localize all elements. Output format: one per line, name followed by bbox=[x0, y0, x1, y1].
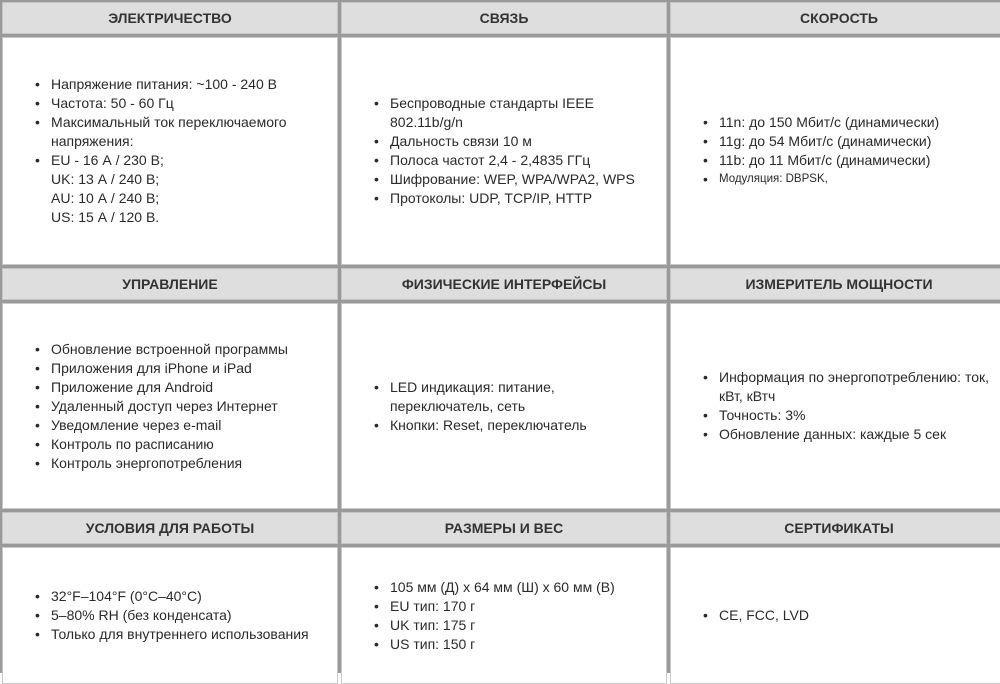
list-item: • Беспроводные стандарты IEEE 802.11b/g/n bbox=[374, 94, 658, 132]
list-item: • Максимальный ток переключаемого напряжения: bbox=[35, 113, 329, 151]
header-management: УПРАВЛЕНИЕ bbox=[2, 268, 338, 300]
list-item: • Протоколы: UDP, TCP/IP, HTTP bbox=[374, 189, 658, 208]
list-item: • Обновление встроенной программы bbox=[35, 340, 288, 359]
list-item: • UK тип: 175 г bbox=[374, 616, 615, 635]
list-item: • 105 мм (Д) x 64 мм (Ш) x 60 мм (В) bbox=[374, 578, 615, 597]
header-certificates: СЕРТИФИКАТЫ bbox=[670, 512, 1000, 544]
list-item: • 11b: до 11 Мбит/с (динамически) bbox=[703, 151, 939, 170]
list-item: • Кнопки: Reset, переключатель bbox=[374, 416, 658, 435]
list-item: • Полоса частот 2,4 - 2,4835 ГГц bbox=[374, 151, 658, 170]
cell-electricity bbox=[2, 37, 338, 265]
list-item: • 32°F–104°F (0°C–40°C) bbox=[35, 587, 309, 606]
header-interfaces: ФИЗИЧЕСКИЕ ИНТЕРФЕЙСЫ bbox=[341, 268, 667, 300]
list-item: • Контроль по расписанию bbox=[35, 435, 288, 454]
list-operating-conditions bbox=[35, 587, 309, 644]
list-item: • EU - 16 А / 230 В; bbox=[35, 151, 329, 170]
cell-connectivity bbox=[341, 37, 667, 265]
list-management bbox=[35, 340, 288, 473]
list-item: • Шифрование: WEP, WPA/WPA2, WPS bbox=[374, 170, 658, 189]
list-certificates bbox=[703, 606, 809, 625]
list-item: • Информация по энергопотреблению: ток, кВт, кВтч bbox=[703, 368, 999, 406]
cell-power-meter bbox=[670, 303, 1000, 509]
list-speed bbox=[703, 113, 939, 189]
list-item: • EU тип: 170 г bbox=[374, 597, 615, 616]
cell-management bbox=[2, 303, 338, 509]
list-item: • Только для внутреннего использования bbox=[35, 625, 309, 644]
list-item: • Контроль энергопотребления bbox=[35, 454, 288, 473]
header-dimensions: РАЗМЕРЫ И ВЕС bbox=[341, 512, 667, 544]
cell-interfaces bbox=[341, 303, 667, 509]
list-item: AU: 10 А / 240 В; bbox=[51, 190, 160, 206]
list-item: • Модуляция: DBPSK, bbox=[703, 170, 939, 189]
list-item: • Напряжение питания: ~100 - 240 В bbox=[35, 75, 329, 94]
list-item: • 11n: до 150 Мбит/с (динамически) bbox=[703, 113, 939, 132]
list-item: • Точность: 3% bbox=[703, 406, 999, 425]
list-item: • LED индикация: питание, переключатель, сеть bbox=[374, 378, 658, 416]
header-electricity: ЭЛЕКТРИЧЕСТВО bbox=[2, 2, 338, 34]
list-dimensions bbox=[374, 578, 615, 654]
list-item: • 5–80% RH (без конденсата) bbox=[35, 606, 309, 625]
cell-speed bbox=[670, 37, 1000, 265]
list-power-meter bbox=[703, 368, 999, 444]
header-operating-conditions: УСЛОВИЯ ДЛЯ РАБОТЫ bbox=[2, 512, 338, 544]
list-item: • 11g: до 54 Мбит/с (динамически) bbox=[703, 132, 939, 151]
cell-certificates bbox=[670, 547, 1000, 684]
header-speed: СКОРОСТЬ bbox=[670, 2, 1000, 34]
list-item: UK: 13 А / 240 В; bbox=[51, 171, 160, 187]
list-electricity bbox=[35, 75, 329, 227]
list-item: • Обновление данных: каждые 5 сек bbox=[703, 425, 999, 444]
list-item: • CE, FCC, LVD bbox=[703, 606, 809, 625]
list-connectivity bbox=[374, 94, 658, 208]
list-item: • Дальность связи 10 м bbox=[374, 132, 658, 151]
cell-operating-conditions bbox=[2, 547, 338, 684]
list-item: • US тип: 150 г bbox=[374, 635, 615, 654]
cell-dimensions bbox=[341, 547, 667, 684]
list-interfaces bbox=[374, 378, 658, 435]
header-power-meter: ИЗМЕРИТЕЛЬ МОЩНОСТИ bbox=[670, 268, 1000, 300]
list-item: • Удаленный доступ через Интернет bbox=[35, 397, 288, 416]
header-connectivity: СВЯЗЬ bbox=[341, 2, 667, 34]
list-item: • Приложение для Android bbox=[35, 378, 288, 397]
list-item: • Уведомление через e-mail bbox=[35, 416, 288, 435]
list-item: US: 15 А / 120 В. bbox=[51, 209, 160, 225]
list-item: • Частота: 50 - 60 Гц bbox=[35, 94, 329, 113]
list-item: • Приложения для iPhone и iPad bbox=[35, 359, 288, 378]
